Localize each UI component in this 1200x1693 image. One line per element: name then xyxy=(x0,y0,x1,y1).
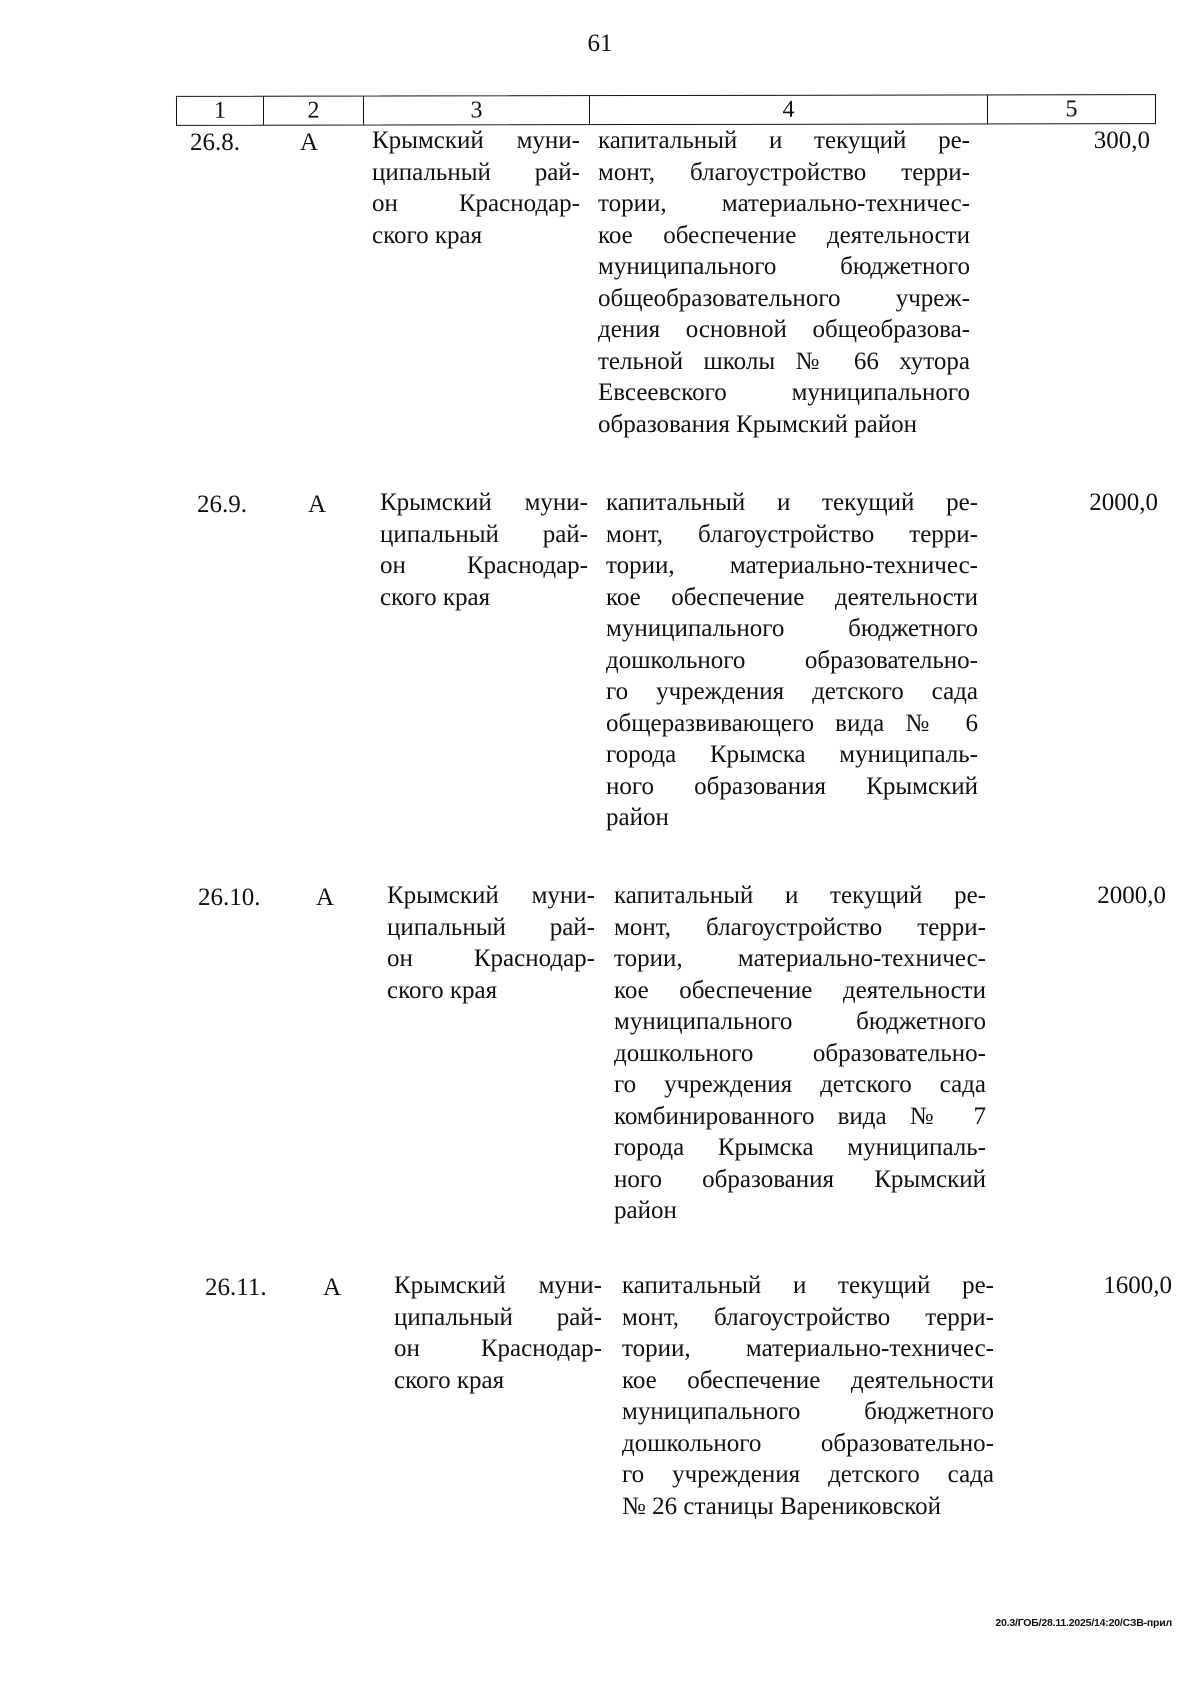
column-header-1: 1 xyxy=(177,97,264,125)
column-header-2: 2 xyxy=(264,97,364,125)
region-line: Крымский муни- xyxy=(372,127,580,154)
description-line: города Крымска муниципаль- xyxy=(614,1134,986,1161)
region-line: ципальный рай- xyxy=(394,1303,602,1331)
region-line: ского края xyxy=(394,1366,505,1394)
description-line: монт, благоустройство терри- xyxy=(614,913,986,941)
row-region xyxy=(372,125,580,251)
description-line: дошкольного образовательно- xyxy=(622,1429,994,1457)
description-line: общеобразовательного учреж- xyxy=(598,284,970,312)
row-category: А xyxy=(308,491,327,518)
region-line: ципальный рай- xyxy=(372,158,580,186)
description-line: дошкольного образовательно- xyxy=(614,1039,986,1067)
row-amount: 2000,0 xyxy=(1097,882,1166,909)
description-line: район xyxy=(606,804,669,831)
description-line: кое обеспечение деятельности xyxy=(614,976,986,1004)
row-region xyxy=(380,487,588,613)
description-line: капитальный и текущий ре- xyxy=(598,127,970,154)
region-line: Крымский муни- xyxy=(387,882,595,909)
row-category: А xyxy=(323,1274,342,1301)
description-line: города Крымска муниципаль- xyxy=(606,741,978,768)
description-line: монт, благоустройство терри- xyxy=(598,158,970,186)
description-line: кое обеспечение деятельности xyxy=(598,221,970,249)
description-line: тории, материально-техничес- xyxy=(598,190,970,217)
description-line: тории, материально-техничес- xyxy=(606,552,978,579)
description-line: муниципального бюджетного xyxy=(606,615,978,642)
row-amount: 1600,0 xyxy=(1103,1272,1172,1299)
region-line: он Краснодар- xyxy=(372,190,580,217)
row-number: 26.8. xyxy=(190,129,240,156)
description-line: кое обеспечение деятельности xyxy=(606,583,978,611)
column-header-4: 4 xyxy=(590,95,988,124)
region-line: он Краснодар- xyxy=(387,945,595,972)
description-line: дения основной общеобразова- xyxy=(598,316,970,343)
description-line: го учреждения детского сада xyxy=(606,678,978,705)
description-line: комбинированного вида № 7 xyxy=(614,1102,986,1130)
document-footer-code: 20.3/ГОБ/28.11.2025/14:20/СЗВ-прил xyxy=(995,1617,1172,1629)
row-region xyxy=(387,880,595,1006)
description-line: тельной школы № 66 хутора xyxy=(598,347,970,375)
row-region xyxy=(394,1270,602,1396)
description-line: го учреждения детского сада xyxy=(622,1461,994,1488)
row-description xyxy=(606,487,978,834)
description-line: муниципального бюджетного xyxy=(622,1398,994,1425)
description-line: район xyxy=(614,1197,677,1224)
description-line: муниципального бюджетного xyxy=(598,253,970,280)
region-line: ципальный рай- xyxy=(387,913,595,941)
description-line: капитальный и текущий ре- xyxy=(622,1272,994,1299)
row-amount: 2000,0 xyxy=(1089,489,1158,516)
description-line: кое обеспечение деятельности xyxy=(622,1366,994,1394)
description-line: монт, благоустройство терри- xyxy=(606,520,978,548)
description-line: тории, материально-техничес- xyxy=(614,945,986,972)
description-line: монт, благоустройство терри- xyxy=(622,1303,994,1331)
row-description xyxy=(622,1270,994,1522)
description-line: го учреждения детского сада xyxy=(614,1071,986,1098)
description-line: ного образования Крымский xyxy=(606,772,978,800)
description-line: Евсеевского муниципального xyxy=(598,379,970,406)
description-line: общеразвивающего вида № 6 xyxy=(606,709,978,737)
description-line: № 26 станицы Варениковской xyxy=(622,1492,941,1520)
region-line: ского края xyxy=(372,221,483,249)
description-line: тории, материально-техничес- xyxy=(622,1335,994,1362)
region-line: ципальный рай- xyxy=(380,520,588,548)
table-header-row xyxy=(176,94,1156,126)
row-number: 26.9. xyxy=(197,491,247,518)
description-line: ного образования Крымский xyxy=(614,1165,986,1193)
region-line: он Краснодар- xyxy=(394,1335,602,1362)
description-line: дошкольного образовательно- xyxy=(606,646,978,674)
description-line: образования Крымский район xyxy=(598,410,918,438)
row-category: А xyxy=(316,884,335,911)
row-description xyxy=(614,880,986,1227)
row-description xyxy=(598,125,970,440)
region-line: он Краснодар- xyxy=(380,552,588,579)
description-line: капитальный и текущий ре- xyxy=(614,882,986,909)
page-number: 61 xyxy=(587,30,613,57)
description-line: муниципального бюджетного xyxy=(614,1008,986,1035)
region-line: ского края xyxy=(380,583,491,611)
column-header-5: 5 xyxy=(1065,96,1078,123)
description-line: капитальный и текущий ре- xyxy=(606,489,978,516)
column-header-3: 3 xyxy=(364,96,590,124)
region-line: ского края xyxy=(387,976,498,1004)
row-number: 26.11. xyxy=(205,1274,267,1301)
region-line: Крымский муни- xyxy=(394,1272,602,1299)
row-number: 26.10. xyxy=(198,884,261,911)
row-category: А xyxy=(300,129,319,156)
row-amount: 300,0 xyxy=(1093,127,1150,154)
region-line: Крымский муни- xyxy=(380,489,588,516)
